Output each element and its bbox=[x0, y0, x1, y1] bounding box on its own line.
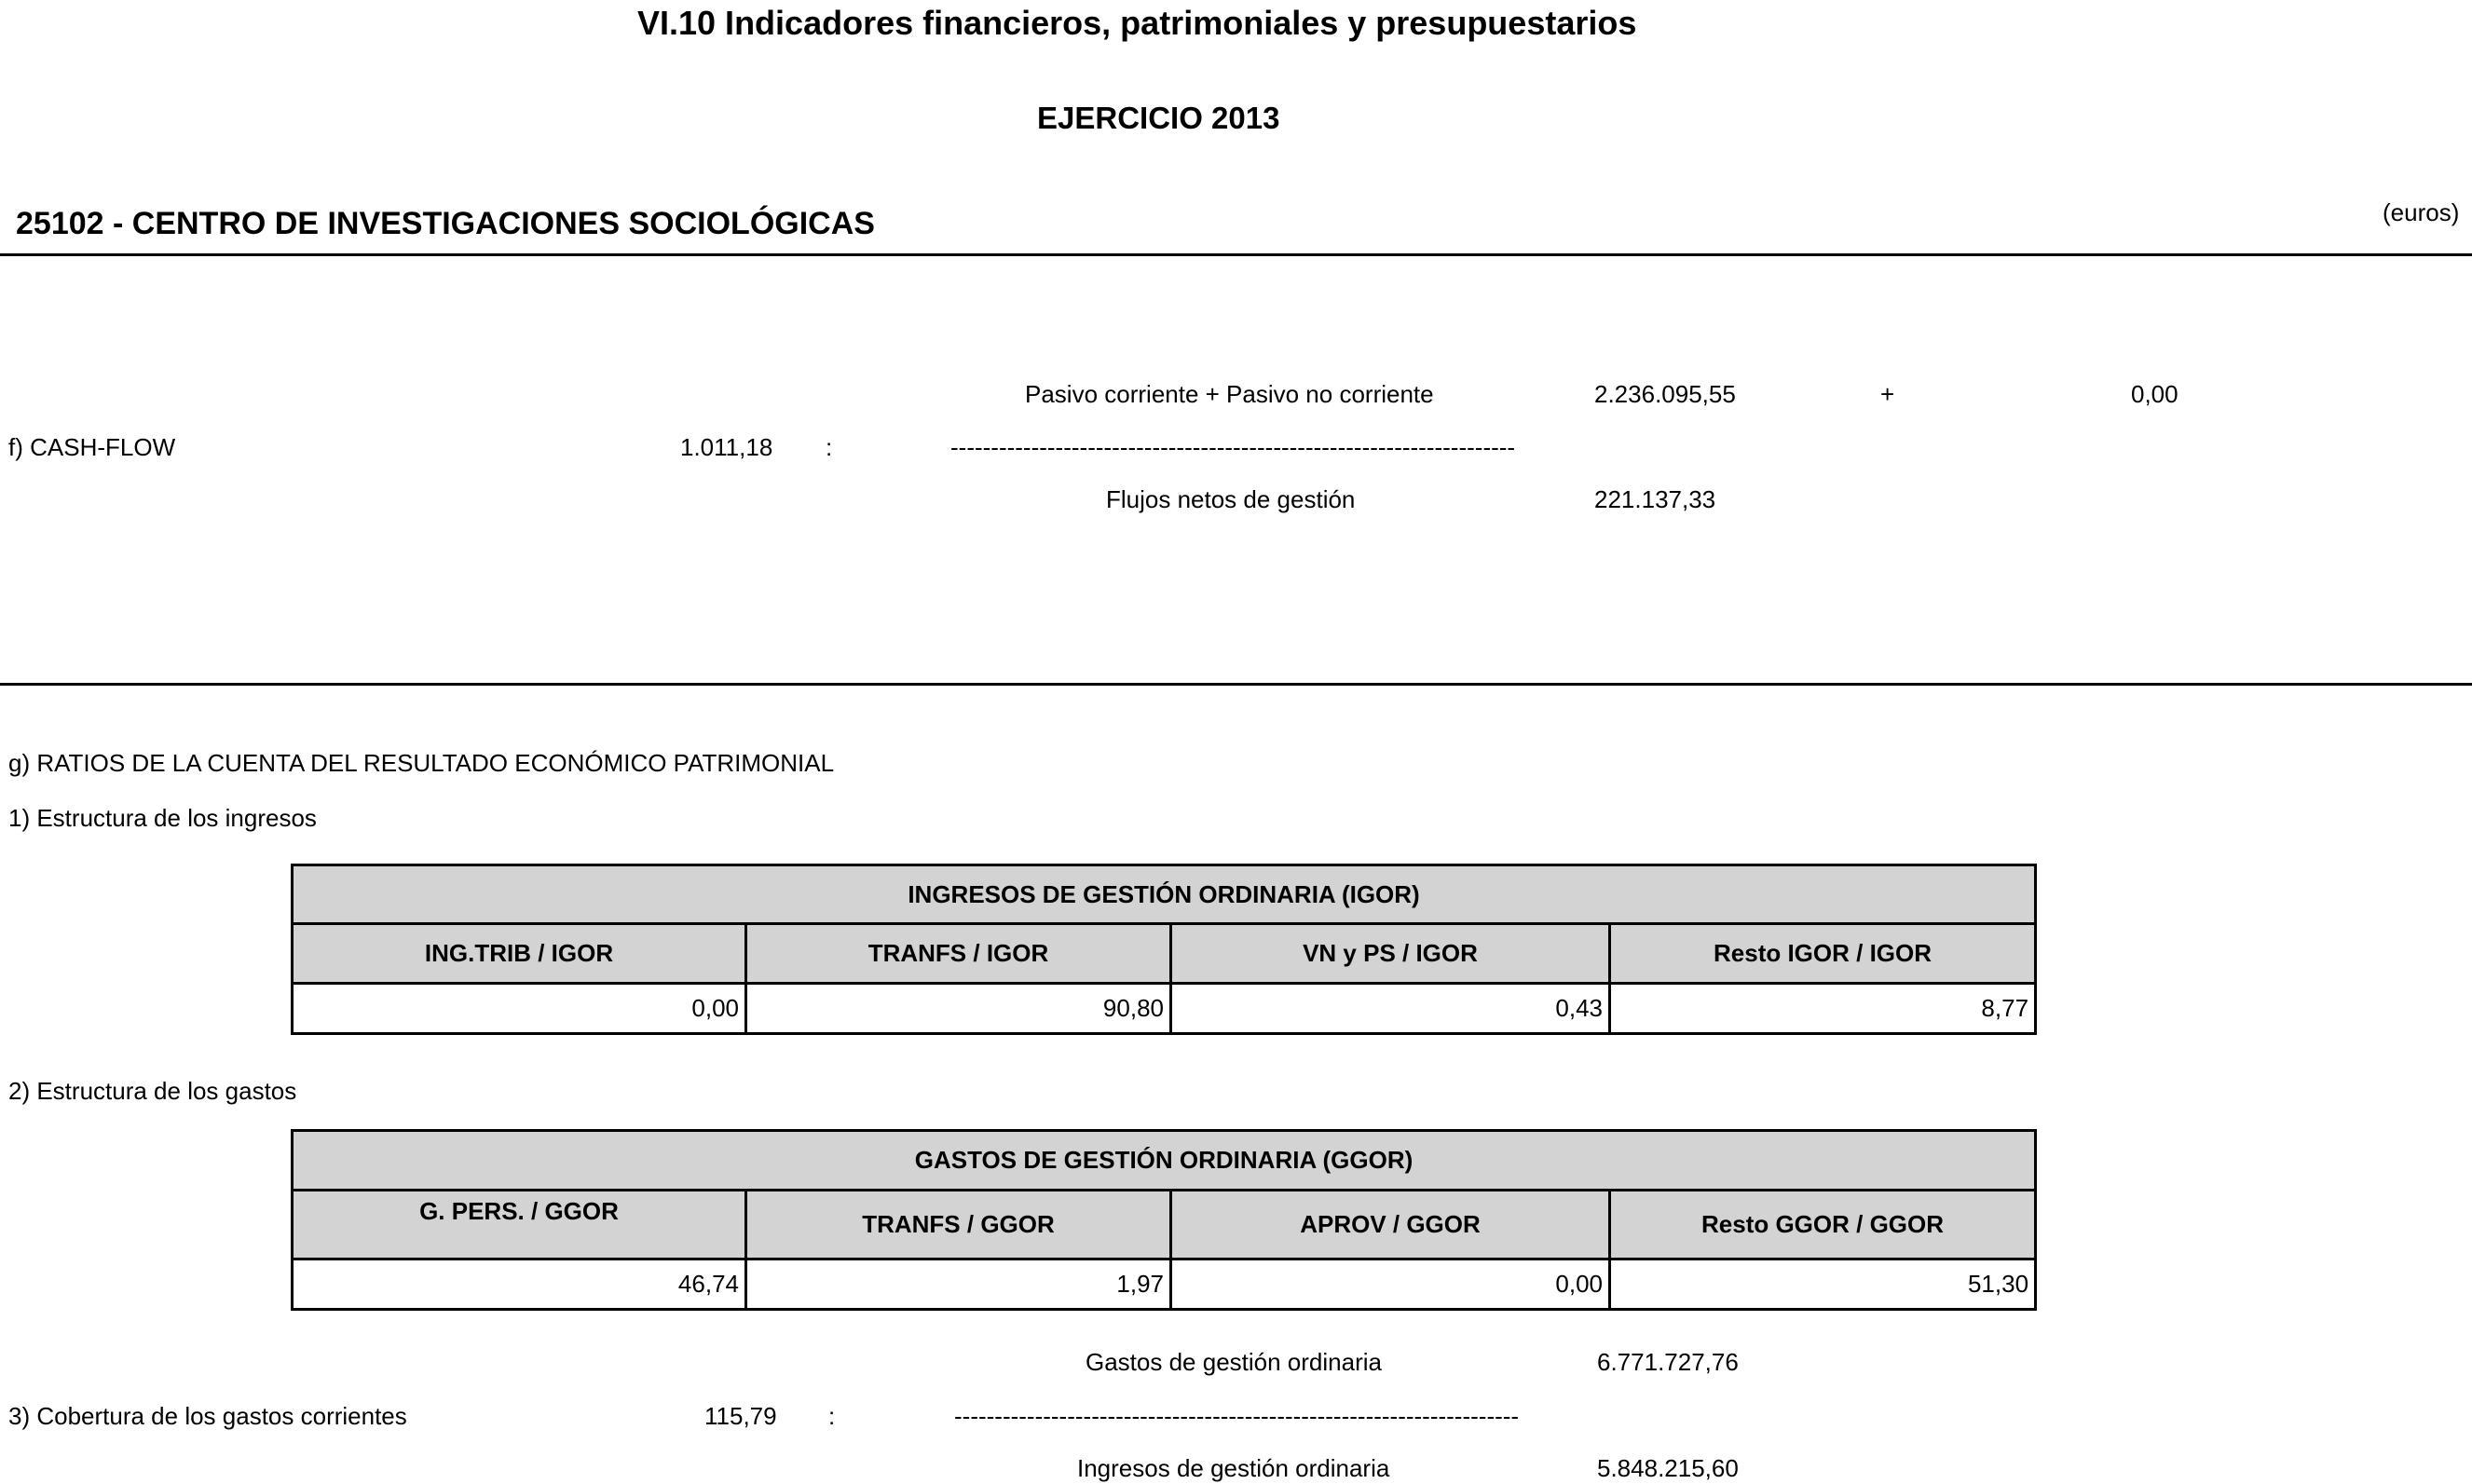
gastos-value-cell: 0,00 bbox=[1171, 1259, 1610, 1310]
gastos-col-header: Resto GGOR / GGOR bbox=[1610, 1191, 2036, 1259]
cobertura-denominator-value: 5.848.215,60 bbox=[1597, 1454, 1739, 1482]
cobertura-denominator-label: Ingresos de gestión ordinaria bbox=[1077, 1454, 1390, 1482]
ingresos-value-cell: 0,00 bbox=[293, 984, 746, 1034]
cashflow-fraction-line: ---------------------------------------------------------------------- bbox=[950, 433, 1516, 461]
gastos-table-title: GASTOS DE GESTIÓN ORDINARIA (GGOR) bbox=[293, 1131, 2036, 1191]
units-label: (euros) bbox=[2383, 198, 2460, 226]
gastos-value-cell: 51,30 bbox=[1610, 1259, 2036, 1310]
report-title: VI.10 Indicadores financieros, patrimoniales y presupuestarios bbox=[637, 4, 1637, 42]
cashflow-numerator-value-1: 2.236.095,55 bbox=[1594, 380, 1736, 408]
cobertura-numerator-label: Gastos de gestión ordinaria bbox=[1086, 1348, 1382, 1376]
ingresos-col-header: ING.TRIB / IGOR bbox=[293, 924, 746, 984]
cobertura-numerator-value: 6.771.727,76 bbox=[1597, 1348, 1739, 1376]
cashflow-colon: : bbox=[826, 433, 833, 461]
cashflow-label: f) CASH-FLOW bbox=[8, 433, 176, 461]
cashflow-plus-sign: + bbox=[1880, 380, 1895, 408]
ingresos-col-header: VN y PS / IGOR bbox=[1171, 924, 1610, 984]
cashflow-denominator-value: 221.137,33 bbox=[1594, 485, 1716, 513]
ingresos-value-cell: 8,77 bbox=[1610, 984, 2036, 1034]
cashflow-denominator-label: Flujos netos de gestión bbox=[1106, 485, 1356, 513]
section-g-title: g) RATIOS DE LA CUENTA DEL RESULTADO ECONÓMICO PATRIMONIAL bbox=[8, 749, 835, 777]
cobertura-fraction-line: ---------------------------------------------------------------------- bbox=[954, 1402, 1520, 1430]
entity-title: 25102 - CENTRO DE INVESTIGACIONES SOCIOLÓGICAS bbox=[16, 206, 875, 241]
gastos-col-header: TRANFS / GGOR bbox=[746, 1191, 1171, 1259]
cashflow-numerator-label: Pasivo corriente + Pasivo no corriente bbox=[1025, 380, 1434, 408]
cobertura-value: 115,79 bbox=[704, 1402, 777, 1430]
report-year: EJERCICIO 2013 bbox=[1037, 101, 1280, 135]
cobertura-colon: : bbox=[828, 1402, 836, 1430]
cobertura-label: 3) Cobertura de los gastos corrientes bbox=[8, 1402, 407, 1430]
header-divider bbox=[0, 253, 2472, 256]
gastos-col-header: G. PERS. / GGOR bbox=[293, 1191, 746, 1259]
ingresos-value-cell: 90,80 bbox=[746, 984, 1171, 1034]
section-divider bbox=[0, 683, 2472, 686]
gastos-value-cell: 46,74 bbox=[293, 1259, 746, 1310]
ingresos-structure-label: 1) Estructura de los ingresos bbox=[8, 804, 317, 832]
ingresos-table-title: INGRESOS DE GESTIÓN ORDINARIA (IGOR) bbox=[293, 865, 2036, 924]
gastos-col-header: APROV / GGOR bbox=[1171, 1191, 1610, 1259]
cashflow-numerator-value-2: 0,00 bbox=[2131, 380, 2178, 408]
ingresos-value-cell: 0,43 bbox=[1171, 984, 1610, 1034]
ingresos-col-header: TRANFS / IGOR bbox=[746, 924, 1171, 984]
gastos-value-cell: 1,97 bbox=[746, 1259, 1171, 1310]
ingresos-table bbox=[291, 864, 2037, 1035]
cashflow-value: 1.011,18 bbox=[680, 433, 773, 461]
ingresos-col-header: Resto IGOR / IGOR bbox=[1610, 924, 2036, 984]
gastos-structure-label: 2) Estructura de los gastos bbox=[8, 1077, 297, 1105]
gastos-table bbox=[291, 1129, 2037, 1311]
